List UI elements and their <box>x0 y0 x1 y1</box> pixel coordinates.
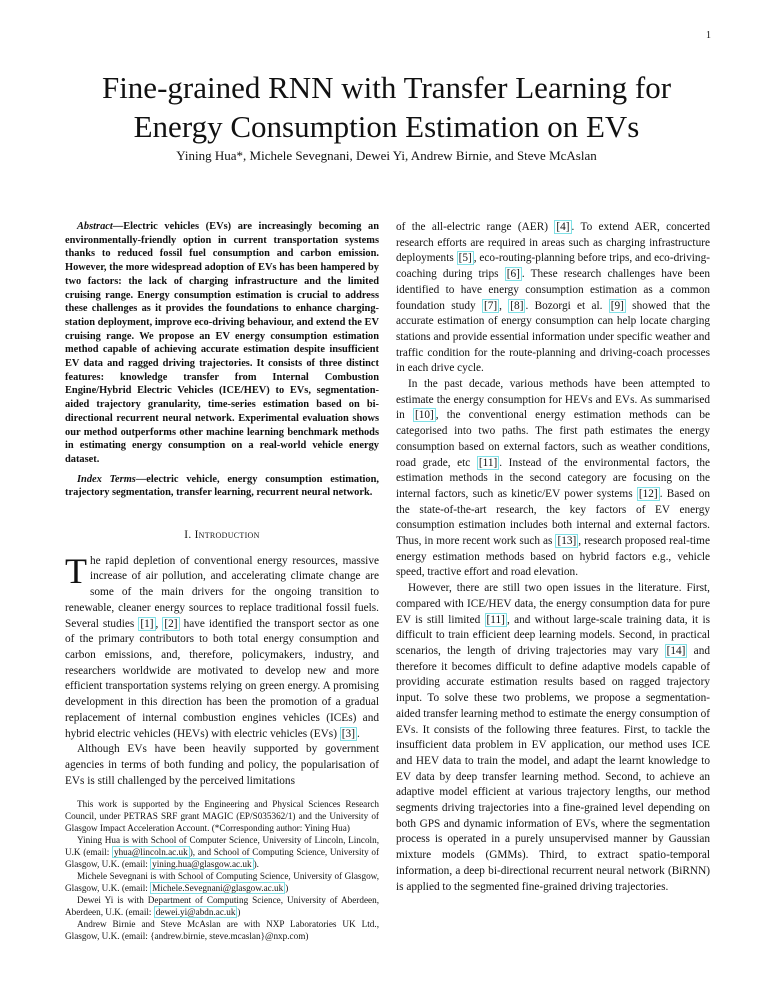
citation-link[interactable]: [8] <box>510 299 524 312</box>
text-run: of the all-electric range (AER) <box>396 221 555 233</box>
text-run: , <box>155 617 163 630</box>
citation-link[interactable]: [11] <box>478 456 498 469</box>
footnote-nxp: Andrew Birnie and Steve McAslan are with NXP Laboratories UK Ltd., Glasgow, U.K. (email: {andrew.birnie, steve.mcaslan}@nxp.com) <box>65 919 379 941</box>
right-paragraph-2 <box>396 377 710 581</box>
citation-link[interactable]: [10] <box>414 409 434 422</box>
citation-link[interactable]: [9] <box>610 299 624 312</box>
text-run: Michele Sevegnani is with School of Computing Science, University of Glasgow, Glasgow, U.K. (email: <box>65 871 379 893</box>
section-numeral: I. <box>184 529 192 542</box>
drop-cap: T <box>65 550 87 591</box>
footnote-sevegnani <box>65 870 379 894</box>
index-terms-label: Index Terms <box>77 473 136 485</box>
abstract <box>65 220 379 467</box>
citation-link[interactable]: [3] <box>341 727 355 740</box>
text-run: However, there are still two open issues in the literature. First, compared with ICE/HEV data, the energy consumption data for pure EV is still limited <box>396 582 710 626</box>
text-run: ) <box>237 907 241 917</box>
text-run: . Instead of the environmental factors, the estimation methods in the second category are focusing on the internal factors, such as kinetic/EV power systems <box>396 456 710 500</box>
index-terms <box>65 473 379 500</box>
text-run: , eco-routing-planning before trips, and eco-driving-coaching during trips <box>396 252 710 281</box>
text-run: , and without large-scale training data, it is difficult to train efficient deep learning models. Second, in practical scenarios, the length of driving trajectories may vary <box>396 613 710 657</box>
citation-link[interactable]: [5] <box>458 252 472 265</box>
text-run: . Based on the state-of-the-art research, the key factors of EV energy consumption estimation includes both internal and external factors. Thus, in more recent work such as <box>396 487 710 548</box>
title-line-2: Energy Consumption Estimation on EVs <box>133 109 640 144</box>
text-run: and therefore it becomes difficult to define adaptive models capable of providing accurate estimation results based on ragged trajectory input. To solve these two problems, we propose a segmentation-aided transfer learning method to estimate the energy consumption of EVs. It consists of the following three features. First, to tackle the insufficient data problem in EV application, our method uses ICE and HEV data to train the model, and adapt the learnt knowledge to EV data by deep transfer learning method. Second, to achieve an adaptive model efficient at various trajectory lengths, our method segments driving trajectories into a fine-grained level depending on both GPS and dynamic information of EVs, where the segmentation process is operated in a purely unsupervised manner by Gaussian mixture models (GMMs). Third, to extract spatio-temporal information, a deep bi-directional recurrent neural network (BiRNN) is applied to the segmented fine-grained driving trajectories. <box>396 644 710 893</box>
citation-link[interactable]: [12] <box>638 487 658 500</box>
text-run: Dewei Yi is with Department of Computing Science, University of Aberdeen, Aberdeen, U.K. (email: <box>65 895 379 917</box>
text-run: ). <box>253 859 259 869</box>
text-run: have identified the transport sector as one of the primary contributors to both total energy consumption and carbon emissions, and, therefore, policymakers, industry, and researchers worldwide are motivated to develop new and more efficient transportation systems relying on green energy. A promising development in this direction has been the promotion of a gradual replacement of internal combustion engines vehicles (ICEs) and hybrid electric vehicles (HEVs) with electric vehicles (EVs) <box>65 617 379 740</box>
text-run: . These research challenges have been identified to have energy consumption estimation as a common foundation study <box>396 268 711 312</box>
footnote-hua <box>65 834 379 870</box>
text-run: ), and School of Computing Science, University of Glasgow, U.K. (email: <box>65 847 379 869</box>
left-column <box>65 220 379 789</box>
abstract-text: —Electric vehicles (EVs) are increasingly becoming an environmentally-friendly option in current transportation systems thanks to reduced fossil fuel consumption and carbon emission. However, the more widespread adoption of EVs has been hampered by two factors: the lack of charging infrastructure and the limited cruising range. Energy consumption estimation is crucial to address these challenges as it provides the foundations to enhance charging-station deployment, improve eco-driving behaviour, and extend the EV cruising range. We propose an EV energy consumption estimation method capable of achieving accurate estimation despite insufficient EV data and ragged driving trajectories. It consists of three distinct features: knowledge transfer from Internal Combustion Engine/Hybrid Electric Vehicles (ICE/HEV) to EVs, segmentation-aided trajectory granularity, time-series estimation based on bi-directional recurrent neural network. Experimental evaluation shows our method outperforms other machine learning benchmark methods in estimating energy consumption on a real-world vehicle energy dataset. <box>65 221 379 465</box>
citation-link[interactable]: [11] <box>486 613 505 626</box>
citation-link[interactable]: [4] <box>556 221 570 233</box>
title-line-1: Fine-grained RNN with Transfer Learning for <box>101 70 672 105</box>
intro-paragraph-2: Although EVs have been heavily supported by government agencies in terms of both funding and policy, the popularisation of EVs is still challenged by the perceived limitations <box>65 743 379 787</box>
text-run: . To extend AER, concerted research efforts are required in areas such as charging infrastructure deployments <box>396 221 710 265</box>
text-run: he rapid depletion of conventional energy resources, massive increase of air pollution, and accelerating climate change are some of the main drivers for the ongoing transition to renewable, cleaner energy sources to replace traditional fossil fuels. Several studies <box>65 554 379 630</box>
email-link[interactable]: yhua@lincoln.ac.uk <box>113 847 188 857</box>
paper-title <box>60 68 713 146</box>
footnotes <box>65 798 379 942</box>
footnote-yi <box>65 894 379 918</box>
citation-link[interactable]: [14] <box>666 644 686 657</box>
citation-link[interactable]: [1] <box>140 617 154 630</box>
citation-link[interactable]: [13] <box>557 535 577 548</box>
right-paragraph-1 <box>396 220 710 377</box>
intro-paragraph-1 <box>65 550 379 742</box>
text-run: . <box>356 727 360 740</box>
author-list: Yining Hua*, Michele Sevegnani, Dewei Yi, Andrew Birnie, and Steve McAslan <box>176 148 597 163</box>
text-run: Yining Hua is with School of Computer Science, University of Lincoln, Lincoln, U.K (email: <box>65 835 379 857</box>
index-terms-text: —electric vehicle, energy consumption estimation, trajectory segmentation, transfer learning, recurrent neural network. <box>65 473 379 499</box>
text-run: ) <box>285 883 289 893</box>
right-column <box>396 220 710 895</box>
section-name: Introduction <box>194 529 260 542</box>
text-run: showed that the accurate estimation of energy consumption can help locate charging stations and provide essential information under specific weather and traffic condition for the route-planning and driving-coach processes in each drive cycle. <box>396 299 710 375</box>
citation-link[interactable]: [7] <box>483 299 498 312</box>
footnote-funding: This work is supported by the Engineering and Physical Sciences Research Council, under PETRAS SRF grant MAGIC (EP/S035362/1) and the University of Glasgow Impact Acceleration Account. (*Corresponding author: Yining Hua) <box>65 799 379 833</box>
text-run: , the conventional energy estimation methods can be categorised into two paths. The first path estimates the energy consumption based on external factors, such as weather conditions, road grade, etc <box>396 409 710 469</box>
page-number: 1 <box>706 30 711 41</box>
citation-link[interactable]: [6] <box>506 268 520 281</box>
email-link[interactable]: yining.hua@glasgow.ac.uk <box>152 859 252 869</box>
email-link[interactable]: dewei.yi@abdn.ac.uk <box>155 907 236 917</box>
text-run: , <box>499 299 509 312</box>
right-paragraph-3 <box>396 581 710 895</box>
text-run: In the past decade, various methods have been attempted to estimate the energy consumption for HEVs and EVs. As summarised in <box>396 378 710 422</box>
section-heading-introduction <box>65 528 379 544</box>
email-link[interactable]: Michele.Sevegnani@glasgow.ac.uk <box>152 883 284 893</box>
text-run: . Bozorgi et al. <box>525 299 609 312</box>
abstract-label: Abstract <box>77 221 113 232</box>
text-run: , research proposed real-time energy estimation methods based on hybrid factors e.g., vehicle speed, tractive effort and road elevation. <box>396 535 710 579</box>
citation-link[interactable]: [2] <box>164 617 178 630</box>
